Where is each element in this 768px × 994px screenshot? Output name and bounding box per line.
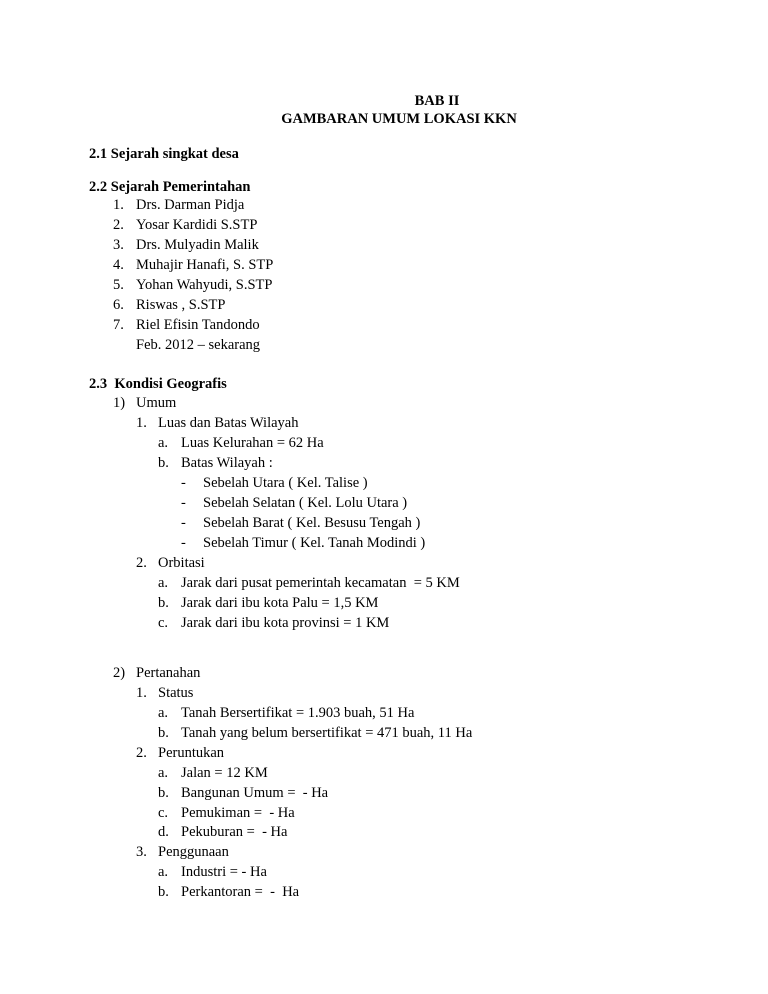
list-number: a.: [158, 765, 169, 781]
tenure-note: Feb. 2012 – sekarang: [136, 337, 261, 353]
list-item-text: Luas Kelurahan = 62 Ha: [181, 435, 324, 451]
list-number: 1.: [136, 685, 147, 701]
list-number: 7.: [113, 317, 124, 333]
list-item: [113, 196, 124, 214]
list-number: c.: [158, 615, 169, 631]
list-number: 1.: [113, 197, 124, 213]
list-number: a.: [158, 705, 169, 721]
list-number: 6.: [113, 297, 124, 313]
dash-marker: -: [181, 515, 186, 531]
subsection-orbitasi: Orbitasi: [158, 555, 205, 571]
list-number: 1): [113, 395, 126, 411]
section-2-3-heading: 2.3 Kondisi Geografis: [89, 376, 227, 392]
list-number: 3.: [136, 844, 147, 860]
list-number: 2.: [136, 745, 147, 761]
subsection-umum: Umum: [136, 395, 177, 411]
list-item-text: Drs. Mulyadin Malik: [136, 237, 259, 253]
list-item-text: Pemukiman = - Ha: [181, 805, 295, 821]
subsection-luas: Luas dan Batas Wilayah: [158, 415, 299, 431]
dash-marker: -: [181, 495, 186, 511]
list-item-text: Jarak dari pusat pemerintah kecamatan = 5 KM: [181, 575, 460, 591]
list-number: a.: [158, 435, 169, 451]
subsection-status: Status: [158, 685, 194, 701]
list-item-text: Sebelah Timur ( Kel. Tanah Modindi ): [203, 535, 426, 551]
list-number: b.: [158, 595, 169, 611]
list-item: [113, 316, 124, 334]
list-item-text: Batas Wilayah :: [181, 455, 273, 471]
subsection-pertanahan: Pertanahan: [136, 665, 201, 681]
document-title: GAMBARAN UMUM LOKASI KKN: [281, 111, 517, 127]
list-item-text: Sebelah Utara ( Kel. Talise ): [203, 475, 368, 491]
list-number: b.: [158, 455, 169, 471]
dash-marker: -: [181, 535, 186, 551]
chapter-title: BAB II: [414, 93, 460, 109]
list-number: 1.: [136, 415, 147, 431]
list-number: 2.: [136, 555, 147, 571]
list-item-text: Bangunan Umum = - Ha: [181, 785, 329, 801]
dash-marker: -: [181, 475, 186, 491]
list-item: [113, 296, 124, 314]
list-number: a.: [158, 864, 169, 880]
list-item: [113, 236, 124, 254]
subsection-penggunaan: Penggunaan: [158, 844, 229, 860]
list-item-text: Tanah yang belum bersertifikat = 471 buah, 11 Ha: [181, 725, 473, 741]
section-2-1-heading: 2.1 Sejarah singkat desa: [89, 146, 239, 162]
list-item-text: Perkantoran = - Ha: [181, 884, 300, 900]
list-item-text: Jarak dari ibu kota Palu = 1,5 KM: [181, 595, 379, 611]
list-number: b.: [158, 884, 169, 900]
list-item-text: Tanah Bersertifikat = 1.903 buah, 51 Ha: [181, 705, 415, 721]
list-number: a.: [158, 575, 169, 591]
list-item-text: Riel Efisin Tandondo: [136, 317, 260, 333]
list-number: b.: [158, 725, 169, 741]
list-item-text: Yohan Wahyudi, S.STP: [136, 277, 273, 293]
list-item-text: Drs. Darman Pidja: [136, 197, 245, 213]
list-item-text: Sebelah Selatan ( Kel. Lolu Utara ): [203, 495, 408, 511]
list-number: d.: [158, 824, 169, 840]
list-item-text: Pekuburan = - Ha: [181, 824, 288, 840]
list-number: 2): [113, 665, 126, 681]
list-item-text: Sebelah Barat ( Kel. Besusu Tengah ): [203, 515, 421, 531]
section-2-2-heading: 2.2 Sejarah Pemerintahan: [89, 179, 251, 195]
list-number: c.: [158, 805, 169, 821]
list-item-text: Yosar Kardidi S.STP: [136, 217, 258, 233]
list-item-text: Industri = - Ha: [181, 864, 267, 880]
subsection-peruntukan: Peruntukan: [158, 745, 225, 761]
list-item: [113, 256, 124, 274]
list-item-text: Riswas , S.STP: [136, 297, 226, 313]
list-item-text: Jarak dari ibu kota provinsi = 1 KM: [181, 615, 390, 631]
list-item-text: Jalan = 12 KM: [181, 765, 268, 781]
list-number: 4.: [113, 257, 124, 273]
list-number: b.: [158, 785, 169, 801]
list-number: 5.: [113, 277, 124, 293]
list-number: 3.: [113, 237, 124, 253]
list-item: [113, 216, 124, 234]
list-number: 2.: [113, 217, 124, 233]
list-item-text: Muhajir Hanafi, S. STP: [136, 257, 274, 273]
list-item: [113, 276, 124, 294]
